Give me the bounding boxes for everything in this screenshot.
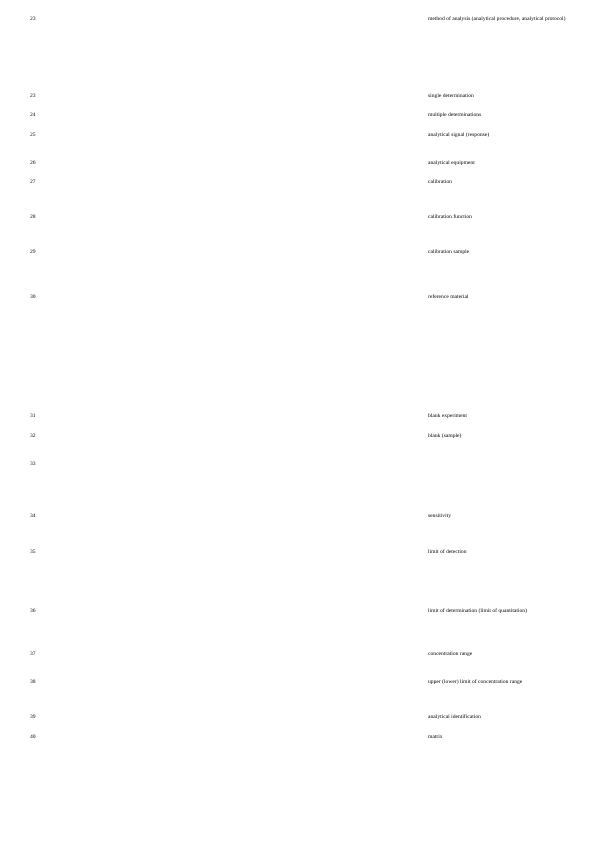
entry-25 (30, 132, 575, 157)
entry-number: 29 (30, 249, 36, 255)
entry-number: 28 (30, 214, 36, 220)
entry-28 (30, 214, 575, 246)
entry-33 (30, 461, 575, 510)
entry-english: limit of determination (limit of quantitation) (428, 608, 527, 614)
entry-english: sensitivity (428, 513, 451, 519)
entry-english: limit of detection (428, 549, 467, 555)
entry-english: multiple determinations (428, 112, 482, 118)
entry-english: analytical signal (response) (428, 132, 490, 138)
glossary-page (30, 16, 575, 762)
entry-34 (30, 513, 575, 546)
entry-number: 40 (30, 734, 36, 740)
entry-english: blank (sample) (428, 433, 462, 439)
entry-english: single determination (428, 93, 474, 99)
entry-number: 24 (30, 112, 36, 118)
entry-number: 23 (30, 16, 36, 22)
entry-32 (30, 433, 575, 458)
entry-23a (30, 16, 575, 90)
entry-number: 33 (30, 461, 36, 467)
entry-27 (30, 179, 575, 211)
entry-number: 31 (30, 413, 36, 419)
entry-39 (30, 714, 575, 731)
entry-38 (30, 679, 575, 711)
entry-number: 32 (30, 433, 36, 439)
entry-37 (30, 651, 575, 676)
entry-number: 36 (30, 608, 36, 614)
entry-35 (30, 549, 575, 605)
entry-40 (30, 734, 575, 759)
entry-number: 37 (30, 651, 36, 657)
entry-number: 38 (30, 679, 36, 685)
entry-number: 25 (30, 132, 36, 138)
entry-29 (30, 249, 575, 291)
entry-26 (30, 160, 575, 176)
entry-english: concentration range (428, 651, 473, 657)
entry-31 (30, 413, 575, 430)
entry-number: 39 (30, 714, 36, 720)
entry-23b (30, 93, 575, 109)
entry-number: 30 (30, 294, 36, 300)
entry-number: 27 (30, 179, 36, 185)
entry-english: upper (lower) limit of concentration range (428, 679, 523, 685)
entry-number: 23 (30, 93, 36, 99)
entry-number: 34 (30, 513, 36, 519)
entry-36 (30, 608, 575, 648)
entry-24 (30, 112, 575, 129)
entry-english: analytical equipment (428, 160, 475, 166)
entry-english: analytical identification (428, 714, 481, 720)
entry-english: calibration sample (428, 249, 470, 255)
entry-number: 26 (30, 160, 36, 166)
entry-english: matrix (428, 734, 443, 740)
entry-english: calibration (428, 179, 452, 185)
entry-english: calibration function (428, 214, 472, 220)
entry-30 (30, 294, 575, 410)
entry-english: reference material (428, 294, 469, 300)
entry-number: 35 (30, 549, 36, 555)
entry-english: method of analysis (analytical procedure, analytical protocol) (428, 16, 566, 22)
entry-english: blank experiment (428, 413, 467, 419)
